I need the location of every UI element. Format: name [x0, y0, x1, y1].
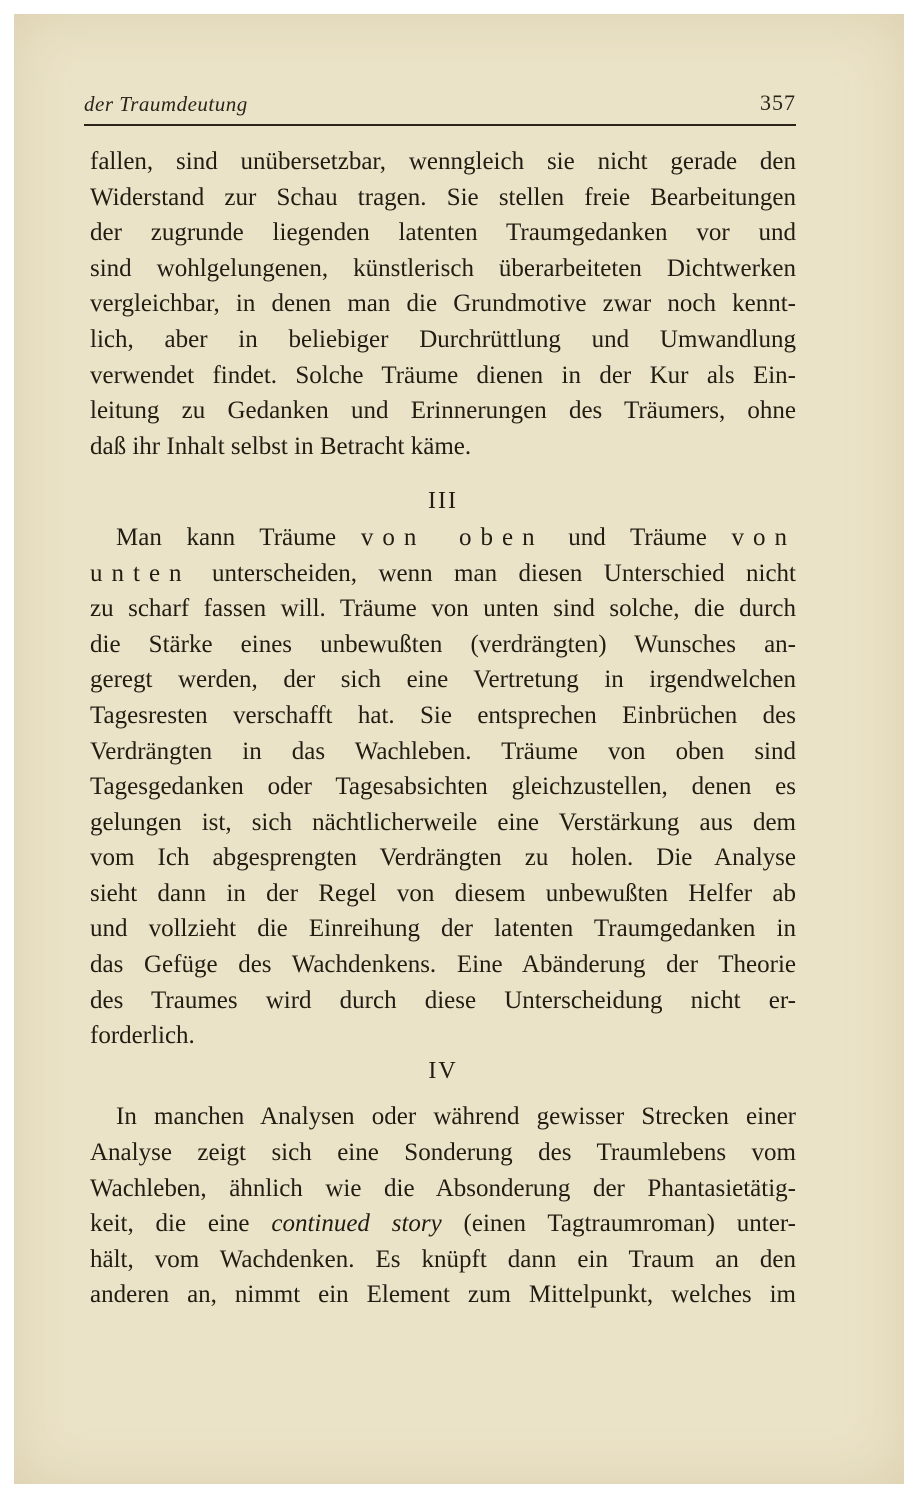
- spaced-emphasis: unten: [90, 559, 191, 587]
- text-line: Widerstand zur Schau tragen. Sie stellen freie Bearbeitungen: [90, 183, 796, 211]
- text-line: Tagesresten verschafft hat. Sie entsprechen Einbrüchen des: [90, 701, 796, 729]
- text-line: und vollzieht die Einreihung der latenten Traumgedanken in: [90, 915, 796, 943]
- body-text: [90, 144, 796, 1313]
- spaced-emphasis: von: [731, 523, 796, 551]
- section-spacer: [90, 464, 796, 484]
- text-line: leitung zu Gedanken und Erinnerungen des Träumers, ohne: [90, 397, 796, 425]
- text-line: vom Ich abgesprengten Verdrängten zu holen. Die Analyse: [90, 844, 796, 872]
- section-heading-IV: IV: [428, 1057, 458, 1084]
- text-line: Verdrängten in das Wachleben. Träume von oben sind: [90, 737, 796, 765]
- text-line: Wachleben, ähnlich wie die Absonderung der Phantasietätig-: [90, 1174, 796, 1202]
- text-line: Man kann Träume von oben und Träume von: [116, 523, 796, 551]
- section-spacer: [90, 1089, 796, 1099]
- section-heading-III: III: [428, 488, 458, 515]
- text-line: Analyse zeigt sich eine Sonderung des Traumlebens vom: [90, 1139, 796, 1167]
- text-line: In manchen Analysen oder während gewisser Strecken einer: [116, 1103, 796, 1131]
- text-line: zu scharf fassen will. Träume von unten sind solche, die durch: [90, 595, 796, 623]
- text-line: die Stärke eines unbewußten (verdrängten) Wunsches an-: [90, 630, 796, 658]
- text-line: sieht dann in der Regel von diesem unbewußten Helfer ab: [90, 879, 796, 907]
- text-line: vergleichbar, in denen man die Grundmotive zwar noch kennt-: [90, 290, 796, 318]
- text-line: forderlich.: [90, 1022, 195, 1050]
- page-number: 357: [760, 90, 796, 115]
- text-line: unten unterscheiden, wenn man diesen Unterschied nicht: [90, 559, 796, 587]
- text-line: hält, vom Wachdenken. Es knüpft dann ein Traum an den: [90, 1245, 796, 1273]
- text-line: der zugrunde liegenden latenten Traumgedanken vor und: [90, 219, 796, 247]
- spaced-emphasis: von oben: [360, 523, 544, 551]
- text-line: gelungen ist, sich nächtlicherweile eine Verstärkung aus dem: [90, 808, 796, 836]
- book-page: [14, 14, 904, 1484]
- text-line: keit, die eine continued story (einen Tagtraumroman) unter-: [90, 1210, 796, 1238]
- text-line: anderen an, nimmt ein Element zum Mittelpunkt, welches im: [90, 1281, 796, 1309]
- page-header: [84, 88, 796, 126]
- text-line: verwendet findet. Solche Träume dienen in der Kur als Ein-: [90, 361, 796, 389]
- text-line: des Traumes wird durch diese Unterscheidung nicht er-: [90, 986, 796, 1014]
- text-line: daß ihr Inhalt selbst in Betracht käme.: [90, 432, 472, 460]
- text-line: geregt werden, der sich eine Vertretung in irgendwelchen: [90, 666, 796, 694]
- italic-phrase: continued story: [271, 1210, 442, 1238]
- text-line: sind wohlgelungenen, künstlerisch überarbeiteten Dichtwerken: [90, 254, 796, 282]
- running-head: der Traumdeutung: [84, 92, 248, 116]
- text-line: lich, aber in beliebiger Durchrüttlung und Umwandlung: [90, 325, 796, 353]
- text-line: das Gefüge des Wachdenkens. Eine Abänderung der Theorie: [90, 951, 796, 979]
- text-line: fallen, sind unübersetzbar, wenngleich sie nicht gerade den: [90, 148, 796, 175]
- text-line: Tagesgedanken oder Tagesabsichten gleichzustellen, denen es: [90, 773, 796, 801]
